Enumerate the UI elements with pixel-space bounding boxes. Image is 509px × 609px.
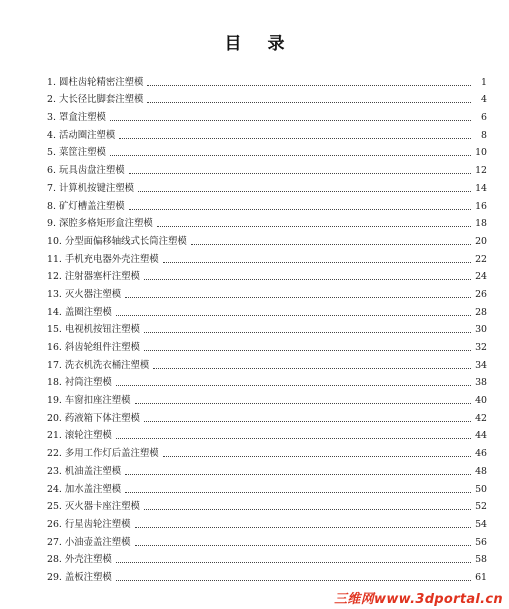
toc-entry-page: 34: [475, 359, 487, 371]
toc-dot-leader: [135, 545, 471, 546]
toc-entry-number: 3.: [47, 112, 56, 124]
toc-entry[interactable]: [47, 266, 487, 284]
toc-dot-leader: [135, 527, 471, 528]
toc-entry[interactable]: [47, 496, 487, 514]
toc-entry-page: 16: [475, 200, 487, 212]
toc-entry-title: 药液箱下体注塑模: [64, 412, 140, 424]
toc-entry[interactable]: [47, 549, 487, 567]
toc-entry-page: 44: [475, 430, 487, 442]
toc-entry-page: 20: [475, 235, 487, 247]
toc-entry-page: 52: [475, 501, 487, 513]
toc-entry[interactable]: [47, 283, 487, 301]
toc-dot-leader: [153, 368, 471, 369]
toc-entry-number: 14.: [47, 306, 62, 318]
toc-entry-page: 58: [475, 554, 487, 566]
toc-dot-leader: [116, 562, 471, 563]
toc-entry-number: 4.: [47, 129, 56, 141]
toc-entry-title: 衬筒注塑模: [64, 377, 112, 389]
toc-entry-number: 29.: [47, 571, 62, 583]
toc-entry-page: 54: [475, 518, 487, 530]
toc-entry-page: 42: [475, 412, 487, 424]
toc-entry-page: 12: [475, 165, 487, 177]
toc-entry-number: 11.: [47, 253, 62, 265]
toc-dot-leader: [129, 209, 471, 210]
toc-entry-title: 滚轮注塑模: [64, 430, 112, 442]
toc-entry[interactable]: [47, 106, 487, 124]
toc-entry-number: 26.: [47, 518, 62, 530]
toc-entry-title: 车窗扣座注塑模: [64, 395, 131, 407]
watermark-logo: 三维网www.3dportal.cn: [334, 592, 503, 607]
toc-entry[interactable]: [47, 177, 487, 195]
toc-entry-number: 24.: [47, 483, 62, 495]
toc-entry-page: 26: [475, 288, 487, 300]
toc-entry-page: 24: [475, 271, 487, 283]
toc-entry-title: 机油盖注塑模: [64, 465, 122, 477]
toc-entry-title: 圆柱齿轮精密注塑模: [58, 76, 144, 88]
toc-entry-page: 61: [475, 571, 487, 583]
toc-entry[interactable]: [47, 531, 487, 549]
toc-entry-title: 矿灯槽盖注塑模: [58, 200, 125, 212]
toc-entry-number: 20.: [47, 412, 62, 424]
toc-dot-leader: [147, 85, 471, 86]
toc-entry-title: 斜齿轮组件注塑模: [64, 342, 140, 353]
toc-entry-number: 15.: [47, 324, 62, 336]
toc-dot-leader: [191, 244, 471, 245]
toc-entry-title: 大长径比脚套注塑模: [58, 94, 144, 106]
toc-entry-page: 18: [475, 218, 487, 230]
toc-entry[interactable]: [47, 442, 487, 460]
toc-entry-number: 6.: [47, 165, 56, 177]
toc-entry-page: 40: [475, 395, 487, 407]
toc-dot-leader: [116, 315, 471, 316]
toc-entry-title: 深腔多格矩形盒注塑模: [58, 218, 153, 230]
toc-entry-page: 50: [475, 483, 487, 495]
toc-entry-page: 32: [475, 342, 487, 353]
toc-entry-title: 加水盖注塑模: [64, 483, 122, 495]
toc-entry[interactable]: [47, 389, 487, 407]
toc-dot-leader: [147, 102, 471, 103]
toc-entry-title: 多用工作灯后盖注塑模: [64, 448, 159, 460]
toc-entry[interactable]: [47, 513, 487, 531]
toc-entry-page: 28: [475, 306, 487, 318]
toc-entry[interactable]: [47, 478, 487, 496]
toc-entry-page: 48: [475, 465, 487, 477]
table-of-contents: [47, 71, 487, 584]
toc-dot-leader: [144, 421, 471, 422]
toc-entry-title: 注射器塞杆注塑模: [64, 271, 140, 283]
toc-entry-number: 5.: [47, 147, 56, 159]
toc-entry[interactable]: [47, 407, 487, 425]
toc-dot-leader: [125, 474, 471, 475]
toc-entry-title: 外壳注塑模: [64, 554, 112, 566]
toc-entry[interactable]: [47, 124, 487, 142]
toc-entry-number: 7.: [47, 182, 56, 194]
toc-entry-number: 22.: [47, 448, 62, 460]
toc-dot-leader: [116, 438, 471, 439]
toc-entry-title: 手机充电器外壳注塑模: [64, 253, 159, 265]
toc-entry-number: 13.: [47, 288, 62, 300]
toc-entry-page: 30: [475, 324, 487, 336]
toc-entry-number: 1.: [47, 76, 56, 88]
toc-entry-number: 16.: [47, 342, 62, 353]
toc-entry[interactable]: [47, 159, 487, 177]
toc-entry-number: 17.: [47, 359, 62, 371]
toc-dot-leader: [116, 385, 471, 386]
toc-dot-leader: [119, 138, 471, 139]
toc-entry[interactable]: [47, 319, 487, 337]
toc-dot-leader: [138, 191, 471, 192]
toc-entry-title: 电视机按钮注塑模: [64, 324, 140, 336]
toc-entry-number: 23.: [47, 465, 62, 477]
toc-entry-number: 19.: [47, 395, 62, 407]
toc-entry-title: 盖板注塑模: [64, 571, 112, 583]
toc-entry-title: 灭火器注塑模: [64, 288, 122, 300]
toc-dot-leader: [144, 279, 471, 280]
toc-entry[interactable]: [47, 566, 487, 584]
toc-entry-number: 21.: [47, 430, 62, 442]
toc-dot-leader: [144, 509, 471, 510]
toc-entry-page: 22: [475, 253, 487, 265]
toc-dot-leader: [157, 226, 471, 227]
toc-entry-page: 6: [481, 112, 487, 124]
toc-entry-page: 56: [475, 536, 487, 548]
toc-entry-title: 菜筐注塑模: [58, 147, 106, 159]
toc-entry-number: 9.: [47, 218, 56, 230]
toc-entry[interactable]: [47, 336, 487, 354]
toc-entry-number: 2.: [47, 94, 56, 106]
toc-entry-title: 计算机按键注塑模: [58, 182, 134, 194]
toc-entry-number: 18.: [47, 377, 62, 389]
toc-dot-leader: [129, 173, 471, 174]
toc-entry-page: 46: [475, 448, 487, 460]
toc-dot-leader: [135, 403, 471, 404]
toc-entry[interactable]: [47, 425, 487, 443]
toc-entry-page: 4: [481, 94, 487, 106]
toc-entry-number: 8.: [47, 200, 56, 212]
toc-entry-page: 1: [481, 76, 487, 88]
toc-dot-leader: [163, 456, 471, 457]
toc-entry-title: 小油壶盖注塑模: [64, 536, 131, 548]
toc-entry-title: 活动圈注塑模: [58, 129, 116, 141]
page-title: 目 录: [224, 34, 295, 55]
toc-dot-leader: [163, 262, 471, 263]
toc-entry-title: 分型面偏移轴线式长筒注塑模: [64, 235, 187, 247]
toc-entry-page: 8: [481, 129, 487, 141]
toc-entry-title: 灭火器卡座注塑模: [64, 501, 140, 513]
toc-entry-number: 25.: [47, 501, 62, 513]
toc-dot-leader: [144, 350, 471, 351]
toc-dot-leader: [110, 155, 471, 156]
toc-dot-leader: [125, 492, 471, 493]
toc-entry-number: 28.: [47, 554, 62, 566]
toc-entry[interactable]: [47, 89, 487, 107]
toc-entry-number: 27.: [47, 536, 62, 548]
toc-entry[interactable]: [47, 213, 487, 231]
toc-entry-title: 罩盒注塑模: [58, 112, 106, 124]
toc-entry-page: 14: [475, 182, 487, 194]
toc-entry-number: 10.: [47, 235, 62, 247]
toc-entry[interactable]: [47, 230, 487, 248]
toc-entry[interactable]: [47, 372, 487, 390]
toc-dot-leader: [125, 297, 471, 298]
toc-entry-title: 玩具齿盘注塑模: [58, 165, 125, 177]
toc-entry-number: 12.: [47, 271, 62, 283]
toc-dot-leader: [116, 580, 471, 581]
toc-entry[interactable]: [47, 142, 487, 160]
toc-dot-leader: [144, 332, 471, 333]
toc-entry-page: 10: [475, 147, 487, 159]
toc-entry[interactable]: [47, 195, 487, 213]
toc-entry[interactable]: [47, 248, 487, 266]
toc-entry[interactable]: [47, 460, 487, 478]
toc-entry-title: 盖圈注塑模: [64, 306, 112, 318]
toc-entry-title: 行星齿轮注塑模: [64, 518, 131, 530]
toc-entry-title: 洗衣机洗衣桶注塑模: [64, 359, 150, 371]
toc-entry[interactable]: [47, 71, 487, 89]
toc-entry-page: 38: [475, 377, 487, 389]
toc-entry[interactable]: [47, 301, 487, 319]
toc-entry[interactable]: [47, 354, 487, 372]
toc-dot-leader: [110, 120, 471, 121]
